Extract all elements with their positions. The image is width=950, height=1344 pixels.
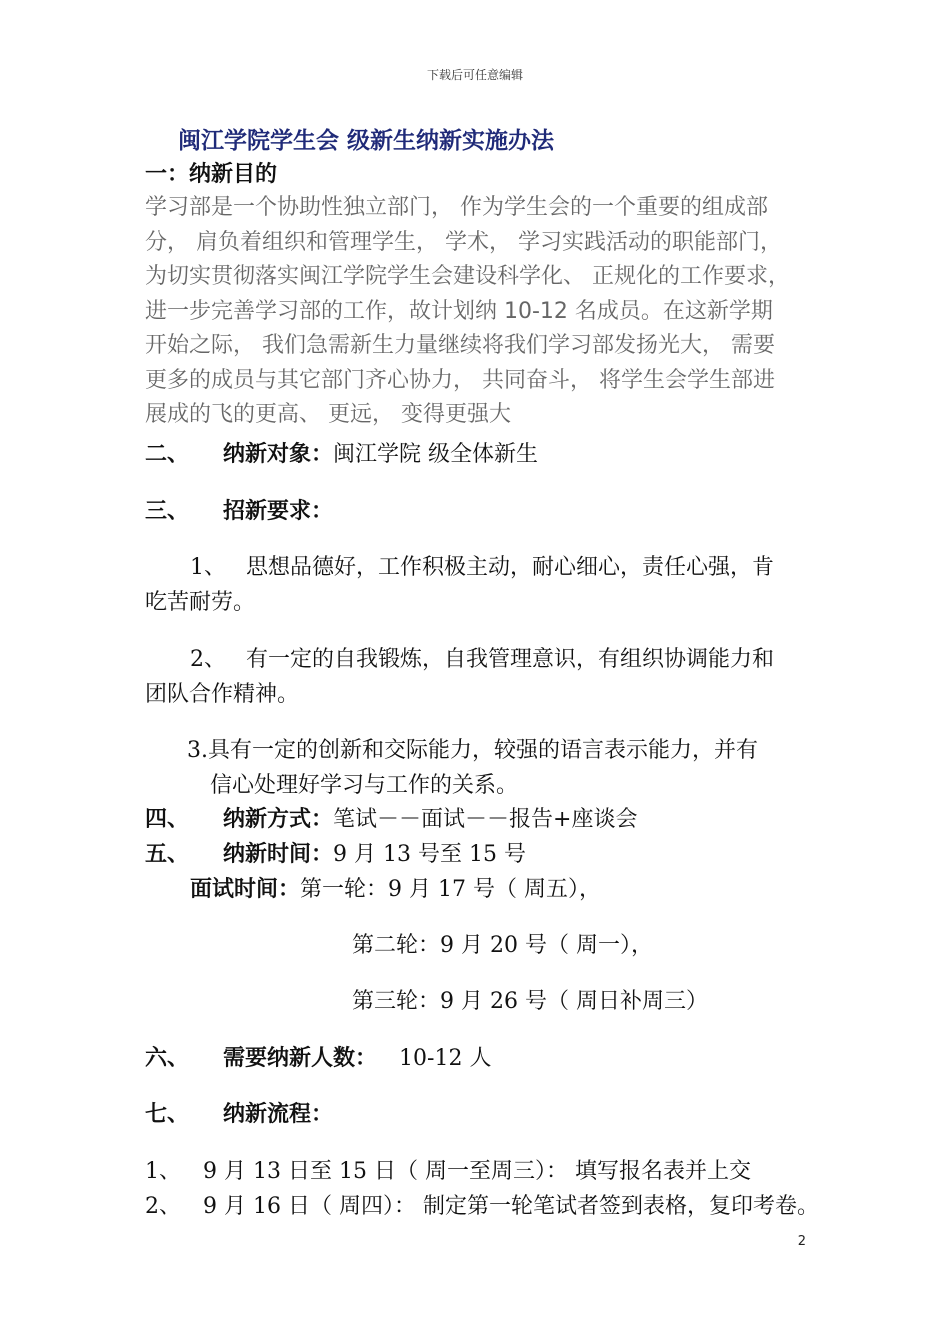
section-4-num: 四、 [145,807,190,832]
requirement-1-text: 思想品德好，工作积极主动，耐心细心，责任心强，肯 [246,555,775,580]
section-6-label: 需要纳新人数： [223,1046,378,1071]
section-3-num: 三、 [145,499,190,524]
section-5-label: 纳新时间： [223,842,334,867]
section-6-num: 六、 [145,1046,190,1071]
section-4-value: 笔试－－面试－－报告+座谈会 [333,807,638,832]
section-7 [145,1097,333,1128]
interview-round-2: 第二轮：9 月 20 号（ 周一）， [352,933,653,958]
requirement-1-num: 1、 [190,555,226,580]
section-2-num: 二、 [145,442,190,467]
section-5-num: 五、 [145,842,190,867]
intro-line: 学习部是一个协助性独立部门， 作为学生会的一个重要的组成部 [145,195,768,220]
section-2-value: 闽江学院 级全体新生 [333,442,539,467]
requirement-3-text: 具有一定的创新和交际能力，较强的语言表示能力，并有 [208,738,759,763]
requirement-2-text: 有一定的自我锻炼，自我管理意识，有组织协调能力和 [246,647,775,672]
section-4-label: 纳新方式： [223,807,334,832]
requirement-3-num: 3. [187,738,208,763]
requirement-2-num: 2、 [190,647,226,672]
page-number: 2 [797,1234,806,1249]
intro-line: 为切实贯彻落实闽江学院学生会建设科学化、 正规化的工作要求， [145,264,790,289]
flow-item-num: 2、 [145,1194,181,1219]
section-4 [145,802,637,833]
section-7-label: 纳新流程： [223,1102,334,1127]
intro-line: 展成的飞的更高、 更远， 变得更强大 [145,402,511,427]
requirement-2-line1 [190,642,774,673]
interview-round-3: 第三轮：9 月 26 号（ 周日补周三） [352,989,708,1014]
interview-time-row [190,872,601,903]
flow-item-text: 9 月 13 日至 15 日（ 周一至周三）： 填写报名表并上交 [203,1159,751,1184]
interview-time-label: 面试时间： [190,877,301,902]
interview-round-1: 第一轮：9 月 17 号（ 周五）， [300,877,601,902]
section-1-heading: 一：纳新目的 [145,162,278,187]
flow-item [145,1154,751,1185]
section-6-value: 10-12 人 [399,1046,492,1071]
section-5 [145,837,526,868]
requirement-1-line2: 吃苦耐劳。 [145,590,256,615]
section-7-num: 七、 [145,1102,190,1127]
intro-line: 分， 肩负着组织和管理学生， 学术， 学习实践活动的职能部门， [145,229,782,255]
section-3-label: 招新要求： [223,499,334,524]
requirement-2-line2: 团队合作精神。 [145,682,300,707]
section-6 [145,1041,491,1072]
intro-paragraph [145,191,815,433]
flow-item [145,1189,819,1220]
requirement-3-line2: 信心处理好学习与工作的关系。 [210,773,519,798]
section-3 [145,494,333,525]
intro-line: 开始之际， 我们急需新生力量继续将我们学习部发扬光大， 需要 [145,333,775,358]
intro-line: 更多的成员与其它部门齐心协力， 共同奋斗， 将学生会学生部进 [145,367,775,393]
requirement-3-line1 [187,733,758,764]
section-2-label: 纳新对象： [223,442,334,467]
page-header: 下载后可任意编辑 [426,68,523,82]
requirement-1-line1 [190,550,774,581]
document-title: 闽江学院学生会 级新生纳新实施办法 [178,128,555,154]
flow-item-text: 9 月 16 日（ 周四）： 制定第一轮笔试者签到表格，复印考卷。 [203,1194,819,1219]
intro-line: 进一步完善学习部的工作，故计划纳 10-12 名成员。在这新学期 [145,298,773,324]
section-2 [145,437,538,468]
flow-item-num: 1、 [145,1159,181,1184]
section-5-value: 9 月 13 号至 15 号 [333,842,526,867]
